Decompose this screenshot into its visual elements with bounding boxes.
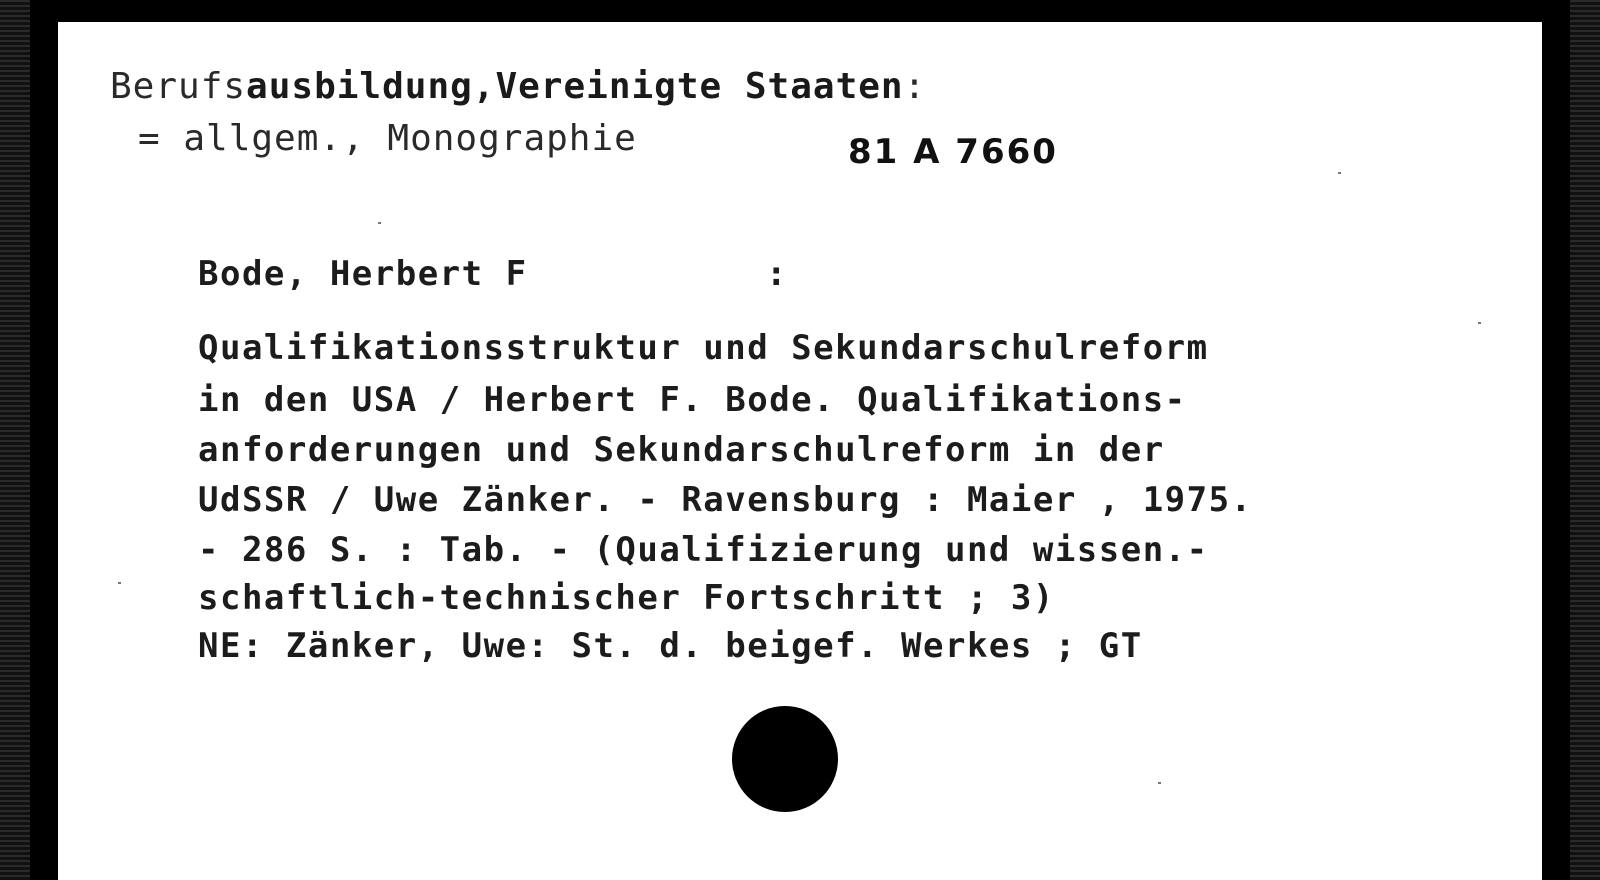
body-line-6: schaftlich-technischer Fortschritt ; 3) (198, 578, 1055, 618)
scan-speck (1158, 782, 1161, 784)
scan-speck (1478, 322, 1481, 324)
scan-speck (1338, 172, 1341, 174)
body-line-2: in den USA / Herbert F. Bode. Qualifikations- (198, 380, 1187, 420)
scan-border-left (0, 0, 30, 880)
subject-heading-line-2: = allgem., Monographie (138, 118, 637, 159)
author-heading: Bode, Herbert F (198, 254, 528, 294)
body-line-4: UdSSR / Uwe Zänker. - Ravensburg : Maier , 1975. (198, 480, 1253, 520)
body-line-1: Qualifikationsstruktur und Sekundarschulreform (198, 328, 1209, 368)
subject-heading-line-1 (110, 66, 926, 107)
body-line-7: NE: Zänker, Uwe: St. d. beigef. Werkes ; GT (198, 626, 1143, 666)
call-number: 81 A 7660 (848, 132, 1058, 172)
subject-heading-prefix: Berufs (110, 66, 247, 107)
punch-hole (732, 706, 838, 812)
body-line-3: anforderungen und Sekundarschulreform in der (198, 430, 1165, 470)
catalog-card (58, 22, 1542, 880)
author-colon: : (766, 254, 788, 294)
scan-speck (118, 582, 121, 584)
subject-heading-bold: ausbildung,Vereinigte Staaten (246, 66, 904, 107)
scan-border-right (1570, 0, 1600, 880)
body-line-5: - 286 S. : Tab. - (Qualifizierung und wissen.- (198, 530, 1209, 570)
scan-speck (378, 222, 381, 224)
subject-heading-suffix: : (903, 66, 927, 107)
